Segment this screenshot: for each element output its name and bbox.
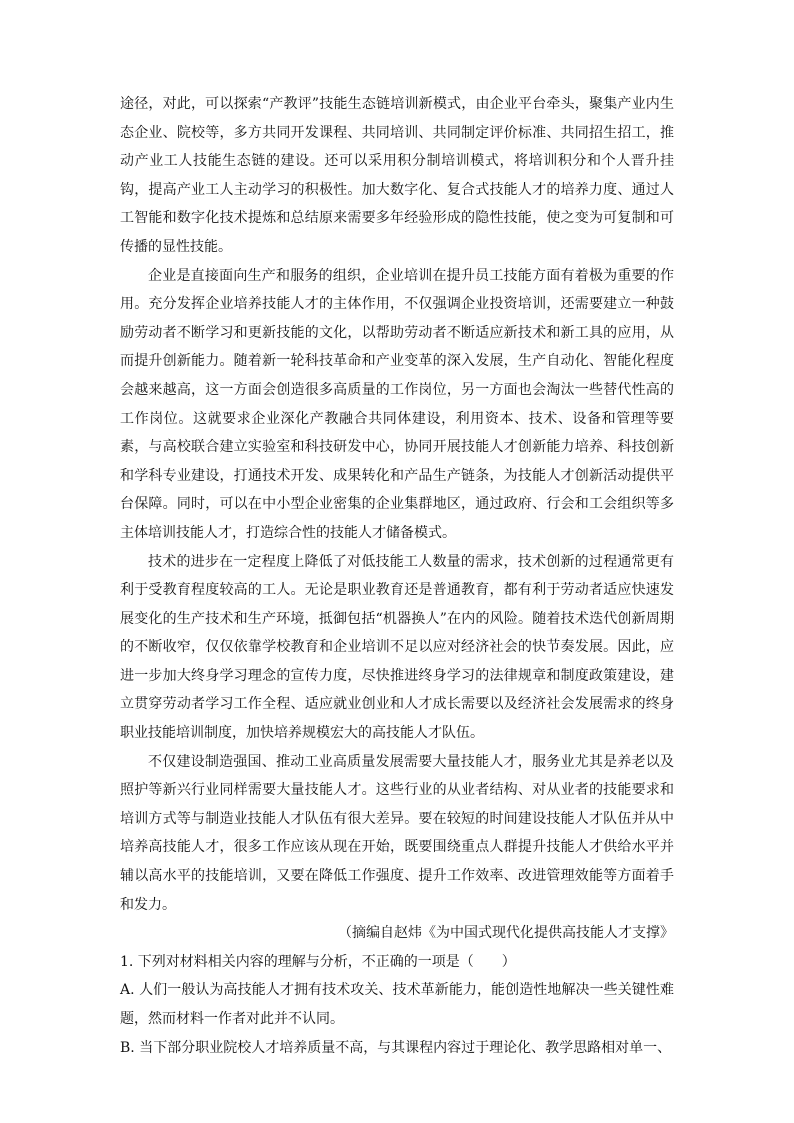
paragraph-2: 企业是直接面向生产和服务的组织，企业培训在提升员工技能方面有着极为重要的作用。充分发挥企业培养技能人才的主体作用，不仅强调企业投资培训，还需要建立一种鼓励劳动者不断学习和更新技能的文化，以帮助劳动者不断适应新技术和新工具的应用，从而提升创新能力。随着新一轮科技革命和产业变革的深入发展，生产自动化、智能化程度会越来越高，这一方面会创造很多高质量的工作岗位，另一方面也会淘汰一些替代性高的工作岗位。这就要求企业深化产教融合共同体建设，利用资本、技术、设备和管理等要素，与高校联合建立实验室和科技研发中心，协同开展技能人才创新能力培养、科技创新和学科专业建设，打通技术开发、成果转化和产品生产链条，为技能人才创新活动提供平台保障。同时，可以在中小型企业密集的企业集群地区，通过政府、行会和工会组织等多主体培训技能人才，打造综合性的技能人才储备模式。	[120, 267, 674, 541]
document-page	[120, 90, 674, 1062]
question-option-a: A. 人们一般认为高技能人才拥有技术攻关、技术革新能力，能创造性地解决一些关键性难题，然而材料一作者对此并不认同。	[120, 982, 674, 1027]
question-stem: 1. 下列对材料相关内容的理解与分析，不正确的一项是（ ）	[120, 953, 516, 970]
paragraph-4: 不仅建设制造强国、推动工业高质量发展需要大量技能人才，服务业尤其是养老以及照护等新兴行业同样需要大量技能人才。这些行业的从业者结构、对从业者的技能要求和培训方式等与制造业技能人才队伍有很大差异。要在较短的时间建设技能人才队伍并从中培养高技能人才，很多工作应该从现在开始，既要围绕重点人群提升技能人才供给水平并辅以高水平的技能培训，又要在降低工作强度、提升工作效率、改进管理效能等方面着手和发力。	[120, 753, 674, 913]
source-citation: （摘编自赵炜《为中国式现代化提供高技能人才支撑》	[338, 925, 674, 942]
paragraph-1: 途径，对此，可以探索“产教评”技能生态链培训新模式，由企业平台牵头，聚集产业内生态企业、院校等，多方共同开发课程、共同培训、共同制定评价标准、共同招生招工，推动产业工人技能生态链的建设。还可以采用积分制培训模式，将培训积分和个人晋升挂钩，提高产业工人主动学习的积极性。加大数字化、复合式技能人才的培养力度、通过人工智能和数字化技术提炼和总结原来需要多年经验形成的隐性技能，使之变为可复制和可传播的显性技能。	[120, 96, 674, 255]
paragraph-3: 技术的进步在一定程度上降低了对低技能工人数量的需求，技术创新的过程通常更有利于受教育程度较高的工人。无论是职业教育还是普通教育，都有利于劳动者适应快速发展变化的生产技术和生产环境，抵御包括“机器换人”在内的风险。随着技术迭代创新周期的不断收窄，仅仅依靠学校教育和企业培训不足以应对经济社会的快节奏发展。因此，应进一步加大终身学习理念的宣传力度，尽快推进终身学习的法律规章和制度政策建设，建立贯穿劳动者学习工作全程、适应就业创业和人才成长需要以及经济社会发展需求的终身职业技能培训制度，加快培养规模宏大的高技能人才队伍。	[120, 553, 674, 742]
question-option-b: B. 当下部分职业院校人才培养质量不高，与其课程内容过于理论化、教学思路相对单一、	[120, 1039, 672, 1056]
